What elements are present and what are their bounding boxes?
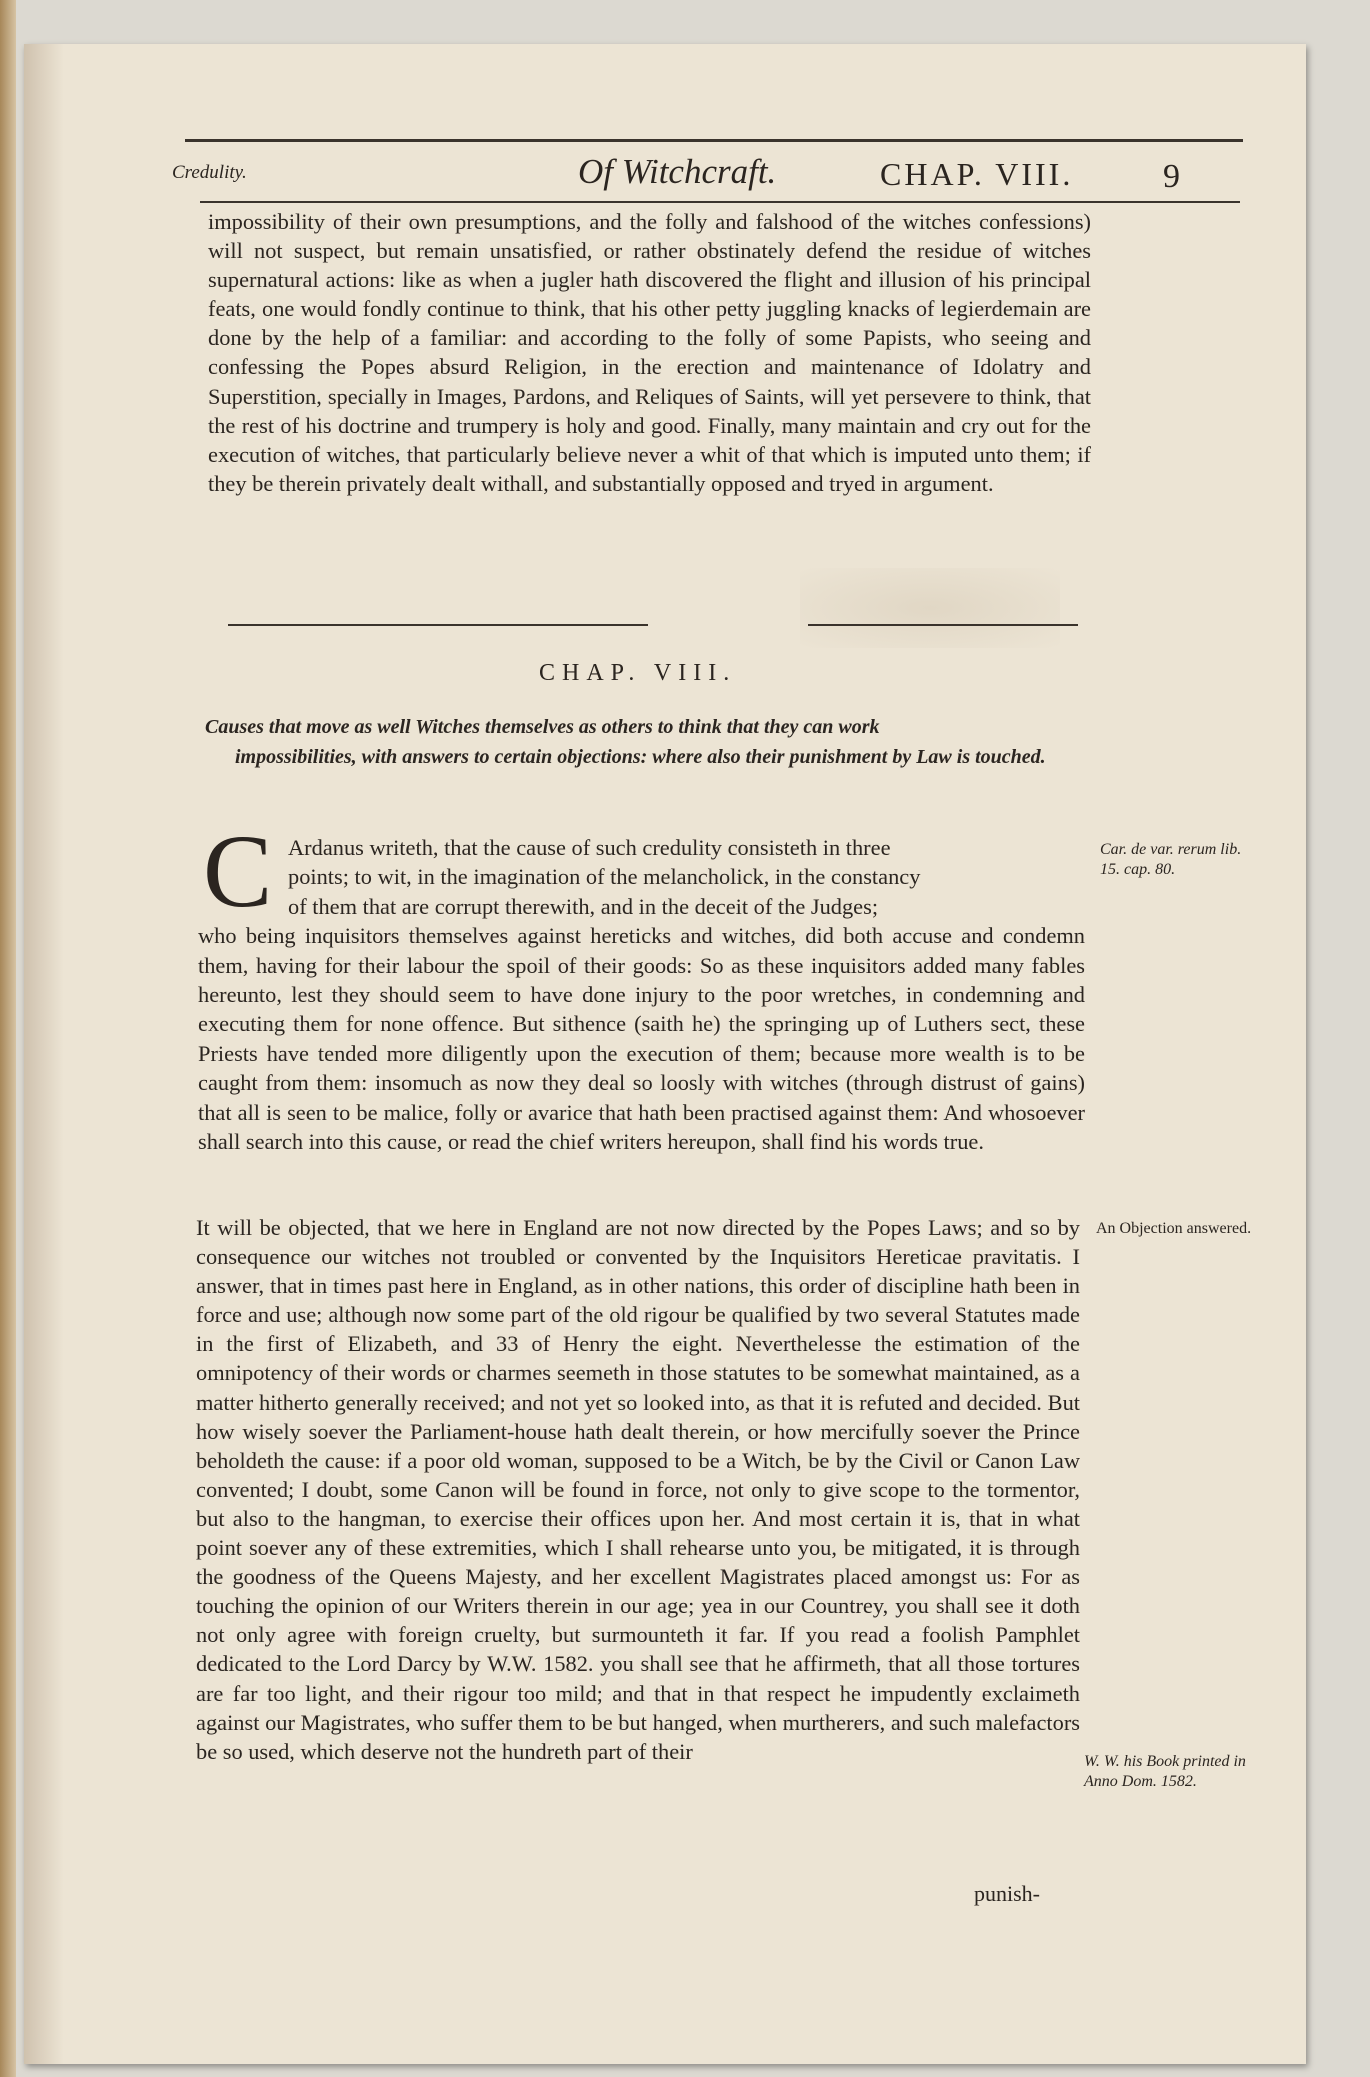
- drop-cap: C: [203, 814, 273, 929]
- paragraph-body: who being inquisitors themselves against hereticks and witches, did both accuse and condemn them, having for their labour the spoil of their goods: So as these inquisitors added many fables hereunto, lest they should seem to have done injury to the poor wretches, in condemning and executing them for none offence. But sithence (saith he) the springing up of Luthers sect, these Priests have tended more diligently upon the execution of them; because more wealth is to be caught from them: insomuch as now they deal so loosly with witches (through distrust of gains) that all is seen to be malice, folly or avarice that hath been practised against them: And whosoever shall search into this cause, or read the chief writers hereupon, shall find his words true.: [198, 923, 1085, 1155]
- gutter-shadow: [24, 44, 64, 2064]
- page-number: 9: [1163, 158, 1180, 195]
- paragraph-line: points; to wit, in the imagination of the melancholick, in the constancy: [288, 864, 921, 890]
- running-head-left: Credulity.: [172, 162, 247, 183]
- paragraph-line: of them that are corrupt therewith, and in the deceit of the Judges;: [288, 893, 879, 919]
- running-head-chapter: CHAP. VIII.: [880, 156, 1074, 192]
- header-top-rule: [185, 139, 1243, 142]
- paragraph-line: Ardanus writeth, that the cause of such credulity consisteth in three: [288, 835, 891, 860]
- book-binding-edge: [0, 0, 16, 2077]
- paragraph-cardanus: [198, 833, 1085, 1156]
- section-separator-left: [228, 624, 648, 626]
- header-bottom-rule: [200, 201, 1240, 203]
- margin-note-citation: Car. de var. rerum lib. 15. cap. 80.: [1100, 841, 1242, 878]
- paragraph-continuation: impossibility of their own presumptions, and the folly and falshood of the witches confessions) will not suspect, but remain unsatisfied, or rather obstinately defend the residue of witches supernatural actions: like as when a jugler hath discovered the flight and illusion of his principal feats, one would fondly continue to think, that his other petty juggling knacks of legierdemain are done by the help of a familiar: and according to the folly of some Papists, who seeing and confessing the Popes absurd Religion, in the erection and maintenance of Idolatry and Superstition, specially in Images, Pardons, and Reliques of Saints, will yet persevere to think, that the rest of his doctrine and trumpery is holy and good. Finally, many maintain and cry out for the execution of witches, that particularly believe never a whit of that which is imputed unto them; if they be therein privately dealt withall, and substantially opposed and tryed in argument.: [208, 209, 1091, 496]
- running-head-title: Of Witchcraft.: [578, 152, 777, 191]
- margin-note-objection: An Objection answered.: [1096, 1220, 1252, 1237]
- paragraph-objection: It will be objected, that we here in England are not now directed by the Popes Laws; and so by consequence our witches not troubled or convented by the Inquisitors Hereticae pravitatis. I answer, that in times past here in England, as in other nations, this order of discipline hath been in force and use; although now some part of the old rigour be qualified by two several Statutes made in the first of Elizabeth, and 33 of Henry the eight. Neverthelesse the estimation of the omnipotency of their words or charmes seemeth in those statutes to be somewhat maintained, as a matter hitherto generally received; and not yet so looked into, as that it is refuted and decided. But how wisely soever the Parliament-house hath dealt therein, or how mercifully soever the Prince beholdeth the cause: if a poor old woman, supposed to be a Witch, be by the Civil or Canon Law convented; I doubt, some Canon will be found in force, not only to give scope to the tormentor, but also to the hangman, to exercise their offices upon her. And most certain it is, that in what point soever any of these extremities, which I shall rehearse unto you, be mitigated, it is through the goodness of the Queens Majesty, and her excellent Magistrates placed amongst us: For as touching the opinion of our Writers therein in our age; yea in our Countrey, you shall see it doth not only agree with foreign cruelty, but surmounteth it far. If you read a foolish Pamphlet dedicated to the Lord Darcy by W.W. 1582. you shall see that he affirmeth, that all those tortures are far too light, and their rigour too mild; and that in that respect he impudently exclaimeth against our Magistrates, who suffer them to be but hanged, when murtherers, and such malefactors be so used, which deserve not the hundreth part of their: [196, 1215, 1080, 1764]
- chapter-summary-line1: Causes that move as well Witches themselves as others to think that they can work: [205, 716, 880, 738]
- margin-note-book: W. W. his Book printed in Anno Dom. 1582.: [1084, 1753, 1246, 1790]
- chapter-summary: [205, 712, 1085, 772]
- paper-stain: [800, 568, 1060, 648]
- catchword: punish-: [974, 1881, 1040, 1906]
- section-separator-right: [808, 624, 1078, 626]
- chapter-heading: CHAP. VIII.: [539, 660, 737, 686]
- chapter-summary-line2: impossibilities, with answers to certain objections: where also their punishment by Law is touched.: [235, 746, 1046, 768]
